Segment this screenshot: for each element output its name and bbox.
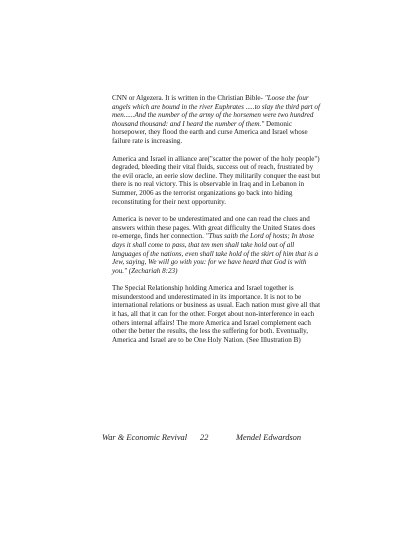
footer-page-number: 22	[200, 433, 209, 442]
paragraph	[112, 155, 322, 207]
body-text	[112, 94, 322, 353]
text-run: The Special Relationship holding America and Israel together is misunderstood and underestimated in its importance. It is not to be international relations or business as usual. Each nation must give all that it has, all that it can for the other. Forget about non-interference in each others internal affairs! The more America and Israel complement each other the better the results, the less the suffering for both. Eventually, America and Israel are to be One Holy Nation. (See Illustration B)	[112, 284, 321, 344]
paragraph	[112, 94, 322, 146]
footer-book-title: War & Economic Revival	[102, 433, 188, 442]
footer-author: Mendel Edwardson	[236, 433, 302, 442]
paragraph	[112, 215, 322, 275]
bible-quote: "Loose the four angels which are bound in the river Euphrates .....to slay the third part of men......And the number of the army of the horsemen were two hundred thousand thousand: and I heard the number of them."	[112, 94, 320, 128]
text-run: America is never to be underestimated and one can read the clues and answers within these pages. With great difficulty the United States does re-emerge, finds her connection.	[112, 215, 316, 241]
text-run: Demonic horsepower, they flood the earth and curse America and Israel whose failure rate is increasing.	[112, 119, 308, 145]
paragraph	[112, 284, 322, 344]
bible-quote: "Thus saith the Lord of hosts; In those days it shall come to pass, that ten men shall take hold out of all languages of the nations, even shall take hold of the skirt of him that is a Jew, saying, We will go with you: for we have heard that God is with you." (Zechariah 8:23)	[112, 232, 319, 275]
text-run: CNN or Algezera. It is written in the Christian Bible-	[112, 94, 265, 102]
text-run: America and Israel in alliance are("scatter the power of the holy people") degraded, bleeding their vital fluids, success out of reach, frustrated by the evil oracle, an eerie slow decline. They militarily conquer the east but there is no real victory. This is observable in Iraq and in Lebanon in Summer, 2006 as the terrorist organizations go back into hiding reconstituting for their next opportunity.	[112, 154, 321, 206]
